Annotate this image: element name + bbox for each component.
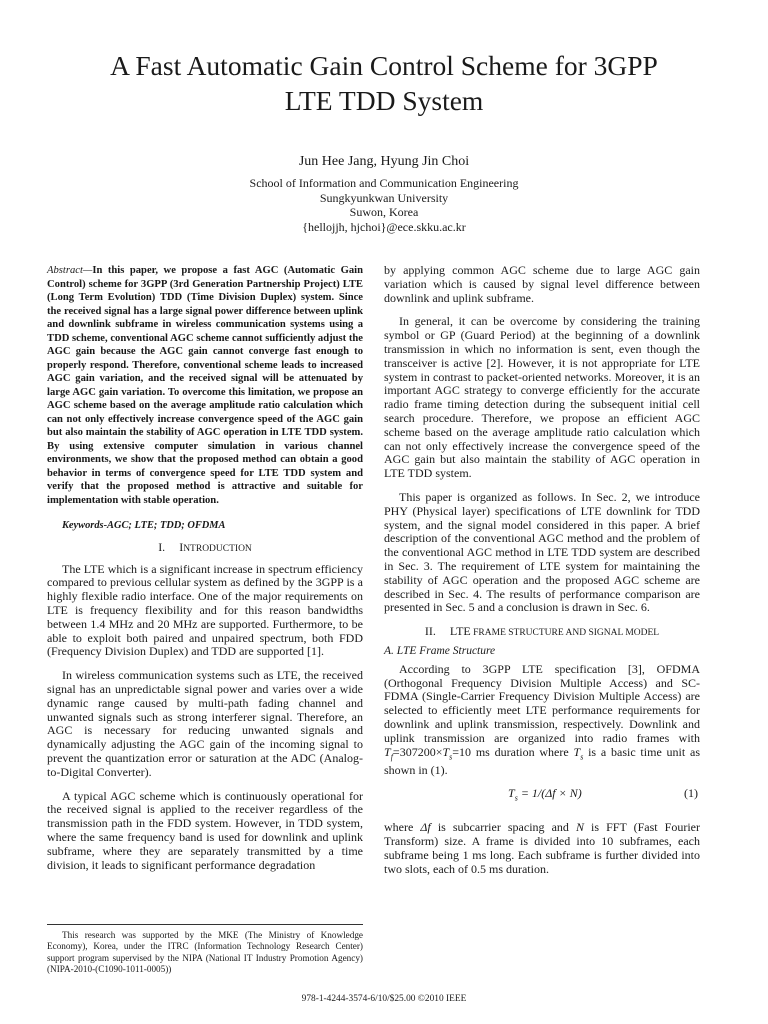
footnote: This research was supported by the MKE (The Ministry of Knowledge Economy), Korea, under the ITRC (Information Technology Research Center) support program supervised by the NIPA (National IT Industry Promotion Agency) (NIPA-2010-(C1090-1011-0005)) (47, 930, 363, 974)
ts-subscript-2: s (580, 751, 584, 761)
intro-paragraph-2: In wireless communication systems such as LTE, the received signal has an unpredictable signal power and varies over a wide dynamic range caused by multi-path fading channel and unwanted signals such as strong interferer signal. Therefore, an AGC is necessary for reducing unwanted signals and dynamically adjusting the AGC gain of the incoming signal to prevent the quantization error or saturation at the ADC (Analog-to-Digital Converter). (47, 668, 363, 779)
frame-text-4: is a basic time unit as shown in (1). (384, 744, 700, 777)
ts-letter-2: T (573, 744, 581, 759)
footnote-divider (47, 924, 363, 925)
ts-subscript: s (449, 751, 453, 761)
title-line-2: LTE TDD System (284, 85, 484, 116)
frame-text-2: =307200× (392, 744, 443, 759)
section-title-rest: NTRODUCTION (183, 543, 252, 554)
affiliation-school: School of Information and Communication Engineering (249, 176, 519, 190)
affiliation-university: Sungkyunkwan University (319, 190, 449, 205)
section-first-letter: I (179, 539, 184, 554)
title-line-1: A Fast Automatic Gain Control Scheme for 3GPP (110, 50, 658, 81)
equation-expression (508, 787, 582, 805)
left-column (47, 264, 363, 882)
frame-text-1: According to 3GPP LTE specification [3], OFDMA (Orthogonal Frequency Division Multiple Access) and SC-FDMA (Single-Carrier Frequency Division Multiple Access) are selected to efficiently meet LTE performance requirements for downlink and uplink transmission, respectively. Downlink and uplink transmission are organized into radio frames with (384, 661, 700, 745)
section-title-rest: FRAME STRUCTURE AND SIGNAL MODEL (470, 628, 660, 639)
intro-paragraph-3: A typical AGC scheme which is continuously operational for the received signal is applied to the receiver regardless of the transmission path in the FDD system. However, in TDD system, where the same frequency band is used for downlink and uplink subframe, where they are separately transmitted by a time division, it leads to significant performance degradation (47, 788, 363, 872)
section-heading-introduction (47, 541, 363, 557)
n-symbol: N (575, 820, 584, 835)
section-heading-frame-structure (384, 625, 700, 641)
keywords: Keywords-AGC; LTE; TDD; OFDMA (62, 520, 226, 531)
equation-lhs-subscript: s (514, 793, 518, 803)
ts-symbol-2 (574, 745, 584, 759)
tf-subscript: f (390, 751, 393, 761)
ts-letter: T (442, 744, 450, 759)
equation-lhs: T (508, 786, 515, 801)
intro-paragraph-3-continued: by applying common AGC scheme due to large AGC gain variation which is caused by signal level difference between downlink and uplink subframe. (384, 263, 700, 305)
tf-letter: T (384, 744, 391, 759)
intro-paragraph-4: In general, it can be overcome by considering the training symbol or GP (Guard Period) at the beginning of a downlink transmission in which no information is sent, even though the transceiver is active [2]. However, it is not appropriate for LTE system in contrast to packet-oriented networks. Moreover, it is an important AGC strategy to converge efficiently for the accurate radio frame timing detection during the subsequent initial cell search procedure. Therefore, we propose an efficient AGC scheme based on the average amplitude ratio calculation which can not only effectively increase the convergence speed of the AGC gain but also maintain the stability of AGC operation in LTE TDD system. (384, 314, 700, 481)
after-eq-text-1: where (384, 820, 421, 835)
abstract-lead: Abstract— (47, 265, 93, 276)
affiliation-location: Suwon, Korea (349, 205, 419, 219)
right-column (384, 264, 700, 887)
paper-title (40, 48, 728, 118)
after-eq-text-3: is FFT (Fast Fourier Transform) size. A frame is divided into 10 subframes, each subframe being 1 ms long. Each subframe is further divided into two slots, each of 0.5 ms duration. (384, 820, 700, 876)
after-eq-text-2: is subcarrier spacing and (430, 820, 576, 835)
affiliation-email: {hellojjh, hjchoi}@ece.skku.ac.kr (302, 219, 466, 234)
section-first-word: LTE (449, 624, 471, 639)
after-equation-paragraph (384, 821, 700, 876)
copyright-footer: 978-1-4244-3574-6/10/$25.00 ©2010 IEEE (301, 994, 467, 1004)
intro-paragraph-1: The LTE which is a significant increase in spectrum efficiency compared to previous cellular system as defined by the 3GPP is a highly flexible radio interface. One of the major requirements on LTE is frequency flexibility and for this reason bandwidths between 1.4 MHz and 20 MHz are supported. Furthermore, to be able to exploit both paired and unpaired spectrum, both FDD (Frequency Division Duplex) and TDD are supported [1]. (47, 561, 363, 659)
equation-1 (384, 787, 700, 809)
delta-f-symbol: Δf (420, 820, 431, 835)
equation-number: (1) (684, 786, 698, 801)
equation-rhs: = 1/(Δf × N) (517, 786, 582, 801)
frame-text-3: =10 ms duration where (452, 744, 574, 759)
subsection-heading-lte-frame-structure: A. LTE Frame Structure (384, 644, 496, 657)
section-number: II. (424, 624, 436, 639)
authors: Jun Hee Jang, Hyung Jin Choi (298, 154, 470, 169)
affiliation (40, 176, 728, 234)
abstract (47, 264, 363, 507)
tf-symbol (384, 745, 393, 759)
abstract-text: In this paper, we propose a fast AGC (Automatic Gain Control) scheme for 3GPP (3rd Generation Partnership Project) LTE (Long Term Evolution) TDD (Time Division Duplex) system. Since the received signal has a large signal power difference between uplink and downlink subframe in wireless communication systems using a TDD scheme, conventional AGC scheme cannot sufficiently adjust the AGC gain because the AGC gain cannot converge fast enough to properly respond. Therefore, conventional scheme leads to increased AGC gain variation, and the received signal will be attenuated by large AGC gain variation. To overcome this limitation, we propose an AGC scheme based on the average amplitude ratio calculation which can not only effectively increase convergence speed of the AGC gain but also maintain the stability of AGC operation in LTE TDD system. By using extensive computer simulation in various channel environments, we show that the proposed method can obtain a good behavior in terms of convergence speed for LTE TDD system and verify that the proposed method is attractive and suitable for implementation with stable operation. (47, 265, 363, 506)
ts-symbol (442, 745, 452, 759)
frame-structure-paragraph (384, 663, 700, 778)
section-number: I. (158, 539, 166, 554)
intro-paragraph-5: This paper is organized as follows. In Sec. 2, we introduce PHY (Physical layer) specifications of LTE downlink for TDD system, and the signal model considered in this paper. A brief description of the conventional AGC method and the problem of the conventional AGC method in LTE TDD system are described in Sec. 3. The requirement of LTE system for maintaining the stability of AGC operation and the proposed AGC scheme are described in Sec. 4. The results of performance comparison are presented in Sec. 5 and a conclusion is drawn in Sec. 6. (384, 489, 700, 615)
